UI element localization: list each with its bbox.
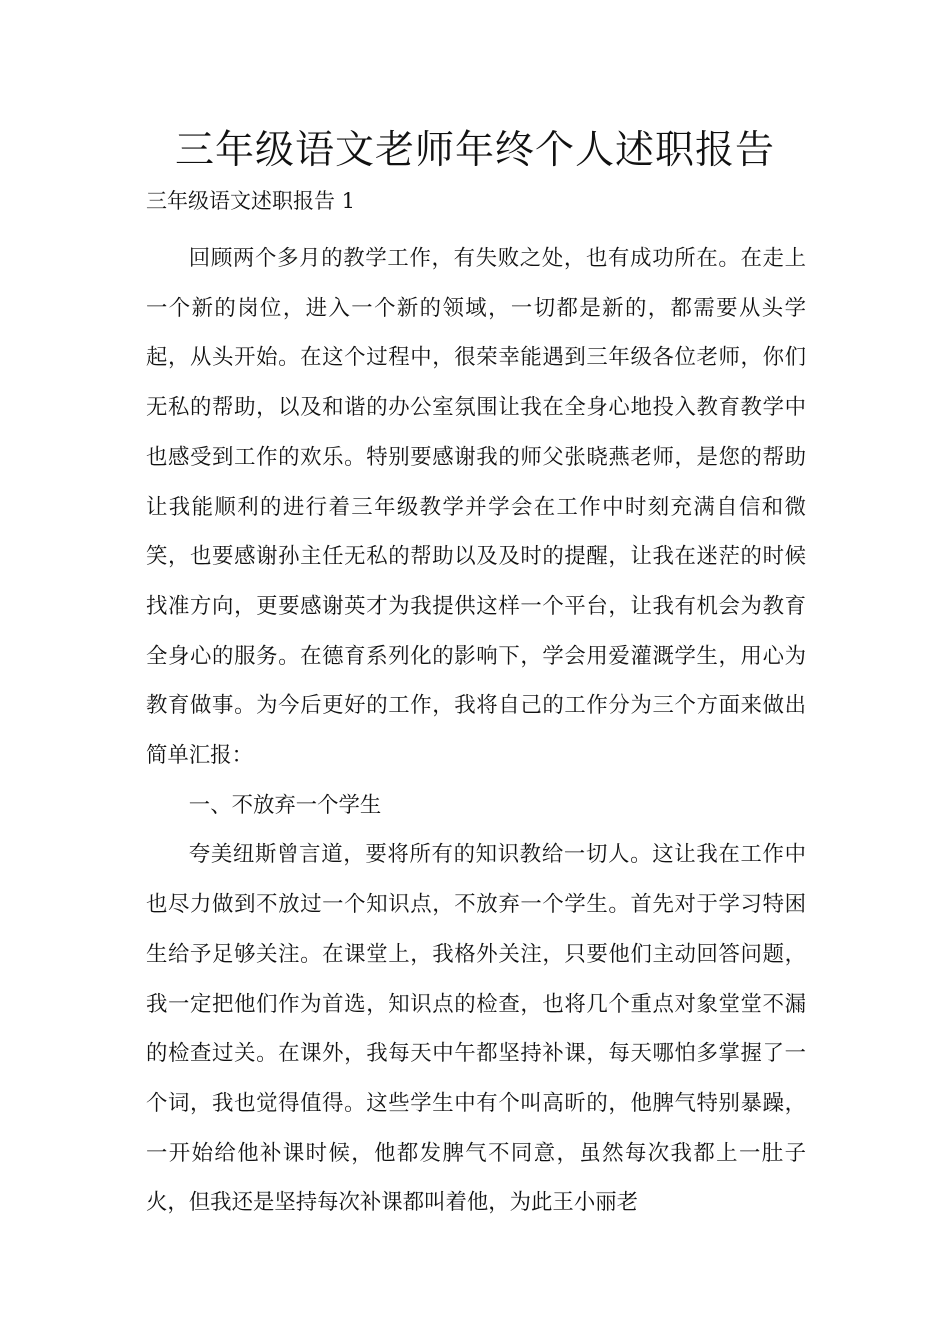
document-title: 三年级语文老师年终个人述职报告 [174,128,775,173]
document-body [146,234,806,1228]
paragraph-section-1: 夸美纽斯曾言道，要将所有的知识教给一切人。这让我在工作中也尽力做到不放过一个知识点，不放弃一个学生。首先对于学习特困生给予足够关注。在课堂上，我格外关注，只要他们主动回答问题，我一定把他们作为首选，知识点的检查，也将几个重点对象堂堂不漏的检查过关。在课外，我每天中午都坚持补课，每天哪怕多掌握了一个词，我也觉得值得。这些学生中有个叫高昕的，他脾气特别暴躁，一开始给他补课时候，他都发脾气不同意，虽然每次我都上一肚子火，但我还是坚持每次补课都叫着他，为此王小丽老 [146,842,806,1216]
document-subtitle: 三年级语文述职报告 1 [146,189,356,213]
section-heading-1: 一、不放弃一个学生 [188,792,382,818]
paragraph-intro: 回顾两个多月的教学工作，有失败之处，也有成功所在。在走上一个新的岗位，进入一个新的领域，一切都是新的，都需要从头学起，从头开始。在这个过程中，很荣幸能遇到三年级各位老师，你们无私的帮助，以及和谐的办公室氛围让我在全身心地投入教育教学中也感受到工作的欢乐。特别要感谢我的师父张晓燕老师，是您的帮助让我能顺利的进行着三年级教学并学会在工作中时刻充满自信和微笑，也要感谢孙主任无私的帮助以及及时的提醒，让我在迷茫的时候找准方向，更要感谢英才为我提供这样一个平台，让我有机会为教育全身心的服务。在德育系列化的影响下，学会用爱灌溉学生，用心为教育做事。为今后更好的工作，我将自己的工作分为三个方面来做出简单汇报： [146,246,806,769]
